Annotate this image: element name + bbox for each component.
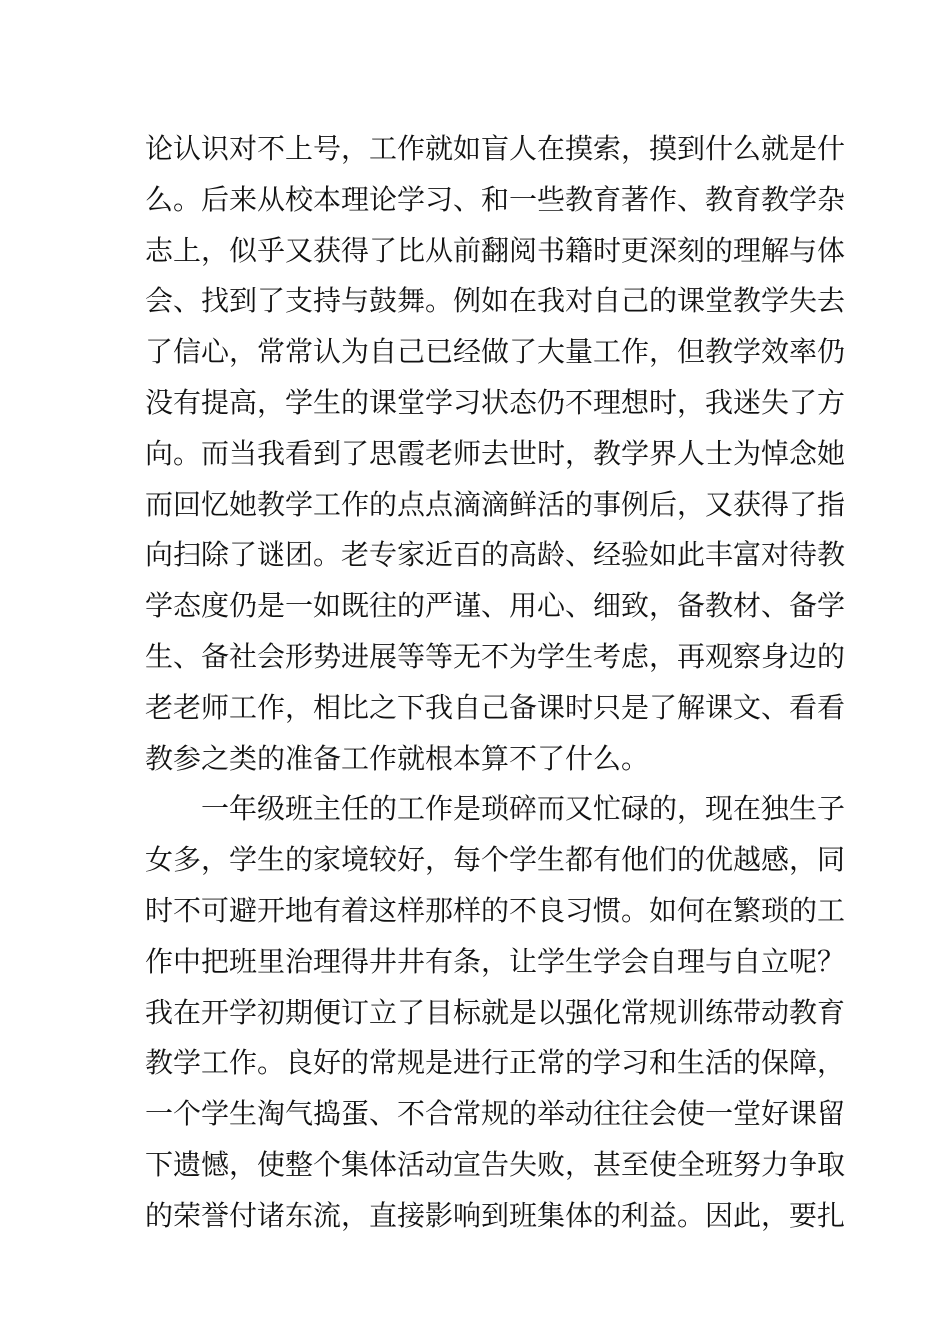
text-line-paragraph-end: 教参之类的准备工作就根本算不了什么。 bbox=[145, 741, 650, 775]
text-line: 时不可避开地有着这样那样的不良习惯。如何在繁琐的工 bbox=[145, 893, 846, 927]
text-line: 而回忆她教学工作的点点滴滴鲜活的事例后，又获得了指 bbox=[145, 487, 846, 521]
text-line: 没有提高，学生的课堂学习状态仍不理想时，我迷失了方 bbox=[145, 385, 846, 419]
text-line: 一个学生淘气捣蛋、不合常规的举动往往会使一堂好课留 bbox=[145, 1097, 846, 1131]
text-line-paragraph-start: 一年级班主任的工作是琐碎而又忙碌的，现在独生子 bbox=[201, 792, 846, 826]
text-line: 向。而当我看到了思霞老师去世时，教学界人士为悼念她 bbox=[145, 436, 846, 470]
text-line: 论认识对不上号，工作就如盲人在摸索，摸到什么就是什 bbox=[145, 132, 846, 165]
text-line: 生、备社会形势进展等等无不为学生考虑，再观察身边的 bbox=[145, 639, 846, 673]
text-line: 教学工作。良好的常规是进行正常的学习和生活的保障， bbox=[145, 1046, 846, 1080]
text-line: 志上，似乎又获得了比从前翻阅书籍时更深刻的理解与体 bbox=[145, 233, 846, 267]
text-line: 了信心，常常认为自己已经做了大量工作，但教学效率仍 bbox=[145, 335, 846, 369]
text-line: 会、找到了支持与鼓舞。例如在我对自己的课堂教学失去 bbox=[145, 284, 846, 318]
text-line: 作中把班里治理得井井有条，让学生学会自理与自立呢？ bbox=[145, 944, 846, 978]
text-line: 的荣誉付诸东流，直接影响到班集体的利益。因此，要扎 bbox=[145, 1198, 846, 1232]
text-line: 老老师工作，相比之下我自己备课时只是了解课文、看看 bbox=[145, 690, 846, 724]
text-line: 么。后来从校本理论学习、和一些教育著作、教育教学杂 bbox=[145, 182, 846, 216]
text-line: 女多，学生的家境较好，每个学生都有他们的优越感，同 bbox=[145, 843, 846, 877]
text-line: 向扫除了谜团。老专家近百的高龄、经验如此丰富对待教 bbox=[145, 538, 846, 572]
text-line: 我在开学初期便订立了目标就是以强化常规训练带动教育 bbox=[145, 995, 846, 1029]
text-line: 下遗憾，使整个集体活动宣告失败，甚至使全班努力争取 bbox=[145, 1147, 846, 1181]
body-text bbox=[145, 124, 846, 1242]
text-line: 学态度仍是一如既往的严谨、用心、细致，备教材、备学 bbox=[145, 589, 846, 623]
